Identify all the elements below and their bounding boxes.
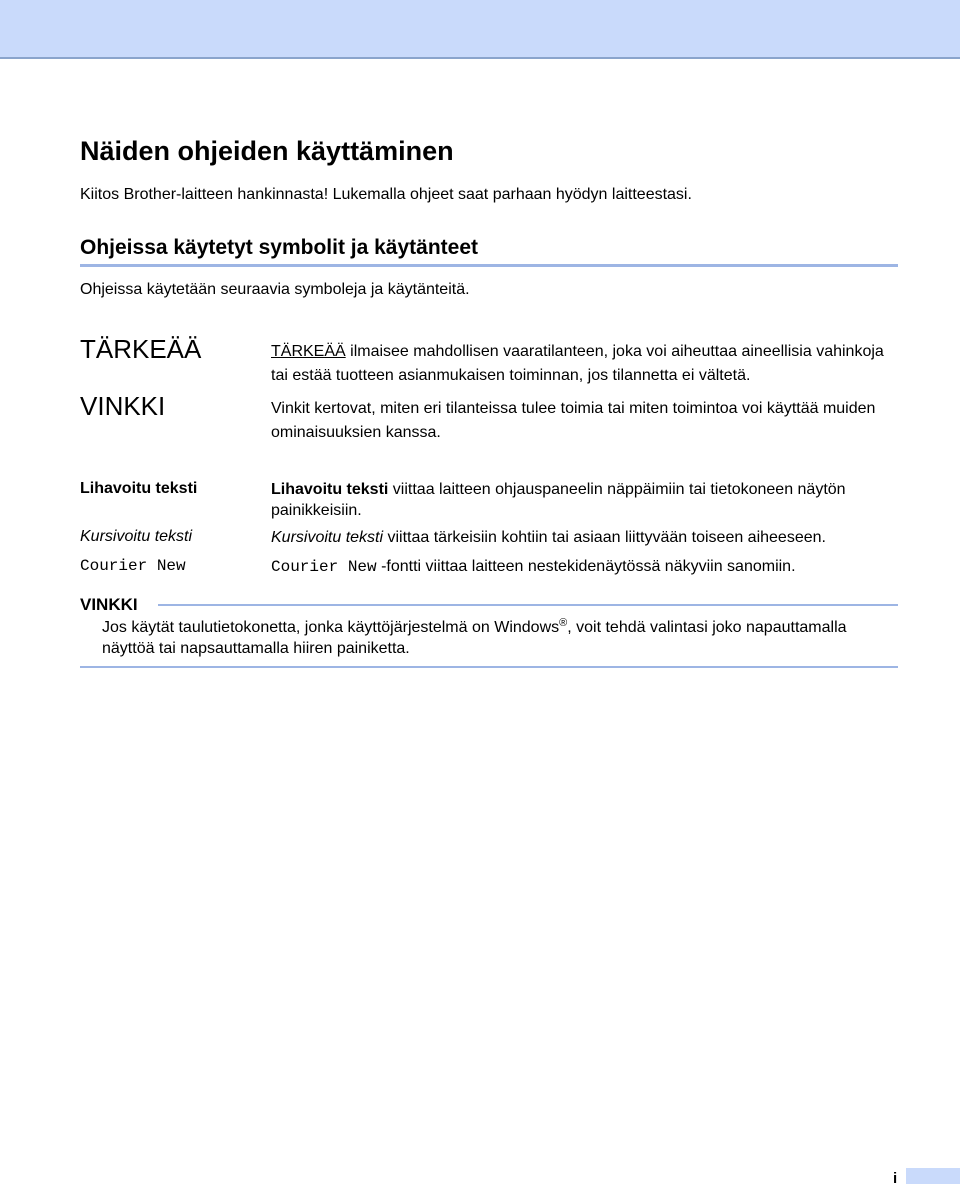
intro-text: Kiitos Brother-laitteen hankinnasta! Lukemalla ohjeet saat parhaan hyödyn laitteestasi.: [80, 186, 692, 203]
italic-text-label: Kursivoitu teksti: [80, 528, 193, 545]
bold-text-text: viittaa laitteen ohjauspaneelin näppäimiin tai tietokoneen näytön painikkeisiin.: [271, 481, 846, 519]
tip-label: VINKKI: [80, 391, 166, 421]
section-divider: [80, 264, 898, 267]
italic-text-description: [271, 527, 896, 548]
note-bottom-divider: [80, 666, 898, 668]
courier-text-term: Courier New: [271, 558, 377, 576]
important-label: TÄRKEÄÄ: [80, 334, 202, 364]
section-intro-text: Ohjeissa käytetään seuraavia symboleja ja käytänteitä.: [80, 281, 470, 298]
page-number: i: [893, 1170, 898, 1187]
note-text-after: , voit tehdä valintasi joko napauttamalla näyttöä tai napsauttamalla hiiren painiketta.: [102, 619, 847, 657]
bold-text-description: [271, 479, 896, 521]
courier-text-text: -fontti viittaa laitteen nestekidenäytössä näkyviin sanomiin.: [376, 558, 796, 575]
courier-text-label: Courier New: [80, 557, 186, 575]
header-band: [0, 0, 960, 59]
page-tab-marker: [906, 1168, 960, 1184]
section-title: Ohjeissa käytetyt symbolit ja käytänteet: [80, 236, 479, 259]
important-text: ilmaisee mahdollisen vaaratilanteen, joka voi aiheuttaa aineellisia vahinkoja tai estää tuotteen asianmukaisen toiminnan, jos tilannetta ei vältetä.: [271, 343, 884, 384]
tip-description: Vinkit kertovat, miten eri tilanteissa tulee toimia tai miten toimintoa voi käyttää muiden ominaisuuksien kanssa.: [271, 400, 876, 441]
note-body: [102, 617, 898, 659]
important-description: [271, 340, 896, 388]
note-text-before: Jos käytät taulutietokonetta, jonka käyttöjärjestelmä on Windows: [102, 619, 560, 636]
note-title: VINKKI: [80, 595, 138, 614]
registered-mark: ®: [559, 617, 568, 629]
page-title: Näiden ohjeiden käyttäminen: [80, 136, 454, 166]
italic-text-text: viittaa tärkeisiin kohtiin tai asiaan liittyvään toiseen aiheeseen.: [383, 529, 826, 546]
bold-text-label: Lihavoitu teksti: [80, 480, 198, 497]
bold-text-term: Lihavoitu teksti: [271, 481, 389, 498]
courier-text-description: [271, 556, 896, 578]
important-term: TÄRKEÄÄ: [271, 343, 346, 360]
note-top-divider: [158, 604, 898, 606]
italic-text-term: Kursivoitu teksti: [271, 529, 384, 546]
